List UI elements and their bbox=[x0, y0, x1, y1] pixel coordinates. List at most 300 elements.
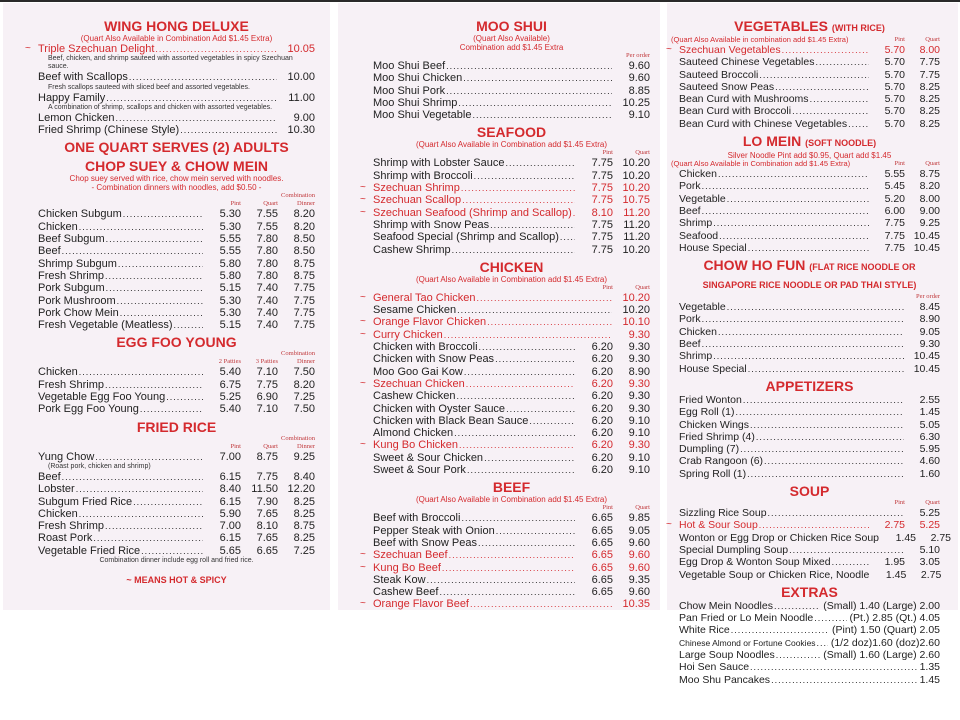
item-name: Large Soup Noodles bbox=[679, 648, 775, 661]
item-name: Shrimp with Lobster Sauce bbox=[373, 157, 505, 170]
item-price: 8.85 bbox=[628, 84, 650, 97]
item-price: 7.90 bbox=[256, 495, 278, 508]
item-price: 5.40 bbox=[219, 403, 241, 416]
item-price: 1.45 bbox=[895, 531, 916, 544]
dot-leader bbox=[774, 600, 820, 612]
dot-leader bbox=[782, 44, 869, 56]
item-price: 1.60 bbox=[919, 467, 940, 480]
menu-item-chicken bbox=[38, 508, 315, 520]
item-name: Kung Bo Beef bbox=[373, 561, 441, 574]
item-price: 11.20 bbox=[623, 206, 650, 219]
item-price: 7.00 bbox=[219, 520, 241, 533]
item-price: 9.30 bbox=[628, 353, 650, 366]
item-name: Lobster bbox=[38, 483, 75, 496]
item-price: 9.30 bbox=[919, 338, 940, 351]
section-note: (Quart Also Available in Combination Add $1.45 Extra) bbox=[80, 34, 273, 43]
dot-leader bbox=[719, 230, 869, 242]
menu-item-chicken-subgum bbox=[38, 208, 315, 220]
item-name: Shrimp bbox=[679, 217, 713, 230]
menu-item-shrimp-subgum bbox=[38, 258, 315, 270]
menu-item-chicken bbox=[38, 221, 315, 233]
item-name: Kung Bo Chicken bbox=[373, 439, 458, 452]
dot-leader bbox=[506, 403, 575, 415]
menu-item-special-dumpling-soup bbox=[679, 544, 940, 556]
column-header-combination: Combination bbox=[281, 350, 315, 358]
section-title-text: CHOP SUEY & CHOW MEIN bbox=[84, 158, 269, 175]
section-title bbox=[679, 257, 940, 293]
dot-leader bbox=[466, 378, 575, 390]
item-price: 7.75 bbox=[919, 68, 940, 81]
item-description: Beef, chicken, and shrimp sauteed with assorted vegetables in spicy Szechuan sauce. bbox=[48, 55, 293, 71]
section-title bbox=[38, 18, 315, 34]
item-name: Special Dumpling Soup bbox=[679, 543, 789, 556]
menu-item-fresh-shrimp bbox=[38, 520, 315, 532]
section-title-text: APPETIZERS bbox=[765, 377, 854, 394]
hot-spicy-icon: ~ bbox=[360, 328, 366, 340]
item-price: 10.20 bbox=[622, 157, 650, 170]
item-price: 1.35 bbox=[919, 661, 940, 674]
item-name: Fried Shrimp (4) bbox=[679, 430, 755, 443]
column-headers bbox=[671, 159, 940, 169]
item-name: Pork Egg Foo Young bbox=[38, 403, 139, 416]
menu-panel-right bbox=[666, 3, 958, 686]
dot-leader bbox=[461, 512, 575, 524]
column-header: Quart bbox=[263, 442, 278, 450]
item-name: Steak Kow bbox=[373, 573, 426, 586]
section-note: (Quart Also Available in Combination add $1.45 Extra) bbox=[415, 274, 608, 284]
item-name: Curry Chicken bbox=[373, 328, 443, 341]
item-name: Egg Roll (1) bbox=[679, 406, 735, 419]
menu-section-wing-hong-deluxe bbox=[25, 18, 315, 137]
item-name: Crab Rangoon (6) bbox=[679, 455, 764, 468]
dot-leader bbox=[789, 544, 904, 556]
item-price: 8.25 bbox=[919, 80, 940, 93]
dot-leader bbox=[62, 471, 203, 483]
hot-spicy-icon: ~ bbox=[360, 194, 366, 206]
dot-leader bbox=[461, 182, 575, 194]
item-name: Beef bbox=[679, 204, 701, 217]
item-price: 7.10 bbox=[256, 366, 278, 379]
menu-item-szechuan-seafood-shrimp-and-scallop bbox=[360, 206, 650, 219]
item-price: 6.20 bbox=[591, 427, 613, 440]
hot-spicy-icon: ~ bbox=[360, 549, 366, 561]
menu-section-lo-mein bbox=[671, 133, 940, 254]
item-price: 9.25 bbox=[293, 450, 315, 463]
menu-item-moo-shui-beef bbox=[373, 60, 650, 72]
item-price: 9.05 bbox=[919, 325, 940, 338]
item-price: 7.55 bbox=[256, 220, 278, 233]
item-name: Beef with Scallops bbox=[38, 71, 128, 84]
dot-leader bbox=[702, 180, 869, 192]
item-price: 6.15 bbox=[219, 470, 241, 483]
item-price: 6.20 bbox=[591, 353, 613, 366]
menu-item-beef-with-snow-peas bbox=[373, 537, 650, 549]
item-name: Dumpling (7) bbox=[679, 443, 740, 456]
dot-leader bbox=[718, 326, 904, 338]
dot-leader bbox=[792, 105, 869, 117]
item-price: 8.20 bbox=[919, 180, 940, 193]
item-name: Pork Mushroom bbox=[38, 294, 116, 307]
menu-item-triple-szechuan-delight bbox=[25, 43, 315, 55]
legend-text: MEANS HOT & SPICY bbox=[134, 575, 227, 586]
menu-item-dumpling-7 bbox=[679, 443, 940, 455]
section-note-inline: (Quart Also Available in combination add $1.45 Extra) bbox=[671, 35, 849, 44]
item-price: 9.30 bbox=[628, 377, 650, 390]
item-name: Pork bbox=[679, 180, 701, 193]
dot-leader bbox=[470, 598, 612, 610]
column-header: Quart bbox=[925, 36, 940, 43]
dot-leader bbox=[495, 353, 575, 365]
column-header: Pint bbox=[230, 200, 241, 208]
item-price: (Pt.) 2.85 (Qt.) 4.05 bbox=[849, 612, 940, 625]
item-price: 5.25 bbox=[219, 391, 241, 404]
item-price: 7.75 bbox=[591, 231, 613, 244]
item-name: Chicken with Black Bean Sauce bbox=[373, 414, 529, 427]
item-price: 6.75 bbox=[219, 378, 241, 391]
dot-leader bbox=[817, 637, 828, 649]
dot-leader bbox=[702, 338, 904, 350]
item-name: Sauteed Broccoli bbox=[679, 68, 759, 81]
item-price: 8.50 bbox=[293, 233, 315, 246]
item-price: 6.65 bbox=[591, 549, 613, 562]
dot-leader bbox=[748, 242, 869, 254]
item-price: 8.25 bbox=[293, 532, 315, 545]
dot-leader bbox=[141, 545, 203, 557]
section-title-text: SEAFOOD bbox=[476, 124, 547, 141]
item-name: Pork Subgum bbox=[38, 282, 105, 295]
dot-leader bbox=[452, 244, 575, 256]
item-name: Chicken bbox=[679, 325, 717, 338]
menu-item-house-special bbox=[679, 242, 940, 254]
item-price: 8.20 bbox=[293, 208, 315, 221]
item-price: 7.75 bbox=[884, 217, 905, 230]
dot-leader bbox=[439, 586, 575, 598]
dot-leader bbox=[115, 112, 277, 124]
menu-section-appetizers bbox=[679, 378, 940, 480]
menu-item-vegetable bbox=[679, 301, 940, 313]
item-price: 5.10 bbox=[919, 543, 940, 556]
item-price: 6.20 bbox=[591, 451, 613, 464]
column-header: Quart bbox=[925, 499, 940, 507]
section-title-suffix: (SOFT NOODLE) bbox=[805, 138, 877, 149]
item-price: 7.75 bbox=[591, 194, 613, 207]
item-name: Hot & Sour Soup bbox=[679, 519, 758, 532]
item-price: 2.75 bbox=[920, 568, 942, 581]
menu-item-orange-flavor-chicken bbox=[360, 316, 650, 329]
item-price: 7.65 bbox=[256, 532, 278, 545]
item-name: Vegetable Egg Foo Young bbox=[38, 391, 166, 404]
item-name: Chicken bbox=[38, 507, 78, 520]
item-name: Beef with Broccoli bbox=[373, 512, 461, 525]
item-price: 7.75 bbox=[591, 157, 613, 170]
menu-item-sauteed-broccoli bbox=[679, 69, 940, 81]
dot-leader bbox=[140, 403, 203, 415]
hot-spicy-legend bbox=[38, 575, 315, 585]
item-price: 8.75 bbox=[919, 168, 940, 181]
dot-leader bbox=[62, 245, 203, 257]
menu-item-seafood bbox=[679, 230, 940, 242]
column-headers bbox=[671, 35, 940, 44]
item-name: White Rice bbox=[679, 624, 730, 637]
dot-leader bbox=[748, 363, 904, 375]
item-price: 5.70 bbox=[884, 44, 905, 56]
item-price: 9.05 bbox=[628, 524, 650, 537]
section-title-suffix: (FLAT RICE NOODLE OR SINGAPORE RICE NOODLE OR PAD THAI STYLE) bbox=[702, 262, 917, 291]
item-name: Chow Mein Noodles bbox=[679, 599, 773, 612]
item-name: Chinese Almond or Fortune Cookies bbox=[679, 637, 816, 648]
menu-item-chow-mein-noodles bbox=[679, 600, 940, 612]
hot-spicy-icon: ~ bbox=[126, 575, 132, 586]
item-name: Szechuan Seafood (Shrimp and Scallop) bbox=[373, 206, 572, 219]
item-name: Cashew Shrimp bbox=[373, 243, 451, 256]
item-price: 7.75 bbox=[293, 282, 315, 295]
menu-item-large-soup-noodles bbox=[679, 649, 940, 661]
item-name: Fried Wonton bbox=[679, 393, 742, 406]
menu-section-extras bbox=[679, 584, 940, 686]
hot-spicy-icon: ~ bbox=[360, 561, 366, 573]
item-price: 10.00 bbox=[287, 71, 315, 84]
item-name: Vegetable bbox=[679, 301, 726, 314]
item-price: 7.55 bbox=[256, 208, 278, 221]
dot-leader bbox=[155, 43, 277, 55]
dot-leader bbox=[848, 118, 869, 130]
item-price: 7.50 bbox=[293, 366, 315, 379]
item-price: 7.75 bbox=[256, 470, 278, 483]
item-price: 7.40 bbox=[256, 294, 278, 307]
item-price: 6.20 bbox=[591, 390, 613, 403]
item-price: 9.60 bbox=[628, 561, 650, 574]
menu-item-crab-rangoon-6 bbox=[679, 455, 940, 467]
column-header: Dinner bbox=[296, 358, 315, 366]
dot-leader bbox=[505, 157, 575, 169]
item-price: 9.25 bbox=[919, 217, 940, 230]
menu-item-chicken-with-oyster-sauce bbox=[373, 403, 650, 415]
item-price: 5.15 bbox=[219, 319, 241, 332]
menu-item-steak-kow bbox=[373, 574, 650, 586]
dot-leader bbox=[133, 496, 203, 508]
dot-leader bbox=[735, 406, 904, 418]
menu-item-sauteed-chinese-vegetables bbox=[679, 56, 940, 68]
item-price: 10.30 bbox=[287, 124, 315, 137]
item-price: 8.20 bbox=[293, 220, 315, 233]
item-name: Seafood Special (Shrimp and Scallop) bbox=[373, 231, 559, 244]
hot-spicy-icon: ~ bbox=[360, 316, 366, 328]
item-price: 6.65 bbox=[591, 573, 613, 586]
section-title-text: CHICKEN bbox=[479, 258, 544, 275]
menu-item-fried-wonton bbox=[679, 394, 940, 406]
dot-leader bbox=[750, 661, 917, 673]
item-name: Fresh Shrimp bbox=[38, 378, 105, 391]
item-price: 5.30 bbox=[219, 294, 241, 307]
menu-item-bean-curd-with-chinese-vegetables bbox=[679, 118, 940, 130]
menu-item-cashew-beef bbox=[373, 586, 650, 598]
dot-leader bbox=[775, 81, 869, 93]
item-price: (Small) 1.60 (Large) 2.60 bbox=[823, 648, 940, 661]
item-price: 5.95 bbox=[919, 443, 940, 456]
item-price: 8.50 bbox=[293, 245, 315, 258]
item-price: 6.65 bbox=[591, 512, 613, 525]
dot-leader bbox=[479, 341, 575, 353]
item-price: 10.20 bbox=[622, 243, 650, 256]
item-price: 6.30 bbox=[919, 430, 940, 443]
menu-item-moo-shui-shrimp bbox=[373, 97, 650, 109]
dot-leader bbox=[810, 93, 869, 105]
item-price: 8.75 bbox=[256, 450, 278, 463]
item-price: 9.10 bbox=[628, 451, 650, 464]
item-price: 5.30 bbox=[219, 220, 241, 233]
item-name: Subgum Fried Rice bbox=[38, 495, 133, 508]
item-price: 1.95 bbox=[884, 556, 905, 569]
column-header: Per order bbox=[625, 52, 650, 59]
column-header: Pint bbox=[894, 499, 905, 507]
item-price: 10.20 bbox=[622, 169, 650, 182]
item-price: 7.75 bbox=[591, 218, 613, 231]
item-name: Chicken with Snow Peas bbox=[373, 353, 495, 366]
dot-leader bbox=[118, 258, 203, 270]
item-price: 7.75 bbox=[919, 56, 940, 69]
menu-item-beef-subgum bbox=[38, 233, 315, 245]
hot-spicy-icon: ~ bbox=[666, 519, 672, 531]
section-title-text: WING HONG DELUXE bbox=[104, 18, 249, 34]
item-price: 10.05 bbox=[287, 43, 315, 55]
menu-item-egg-roll-1 bbox=[679, 406, 940, 418]
item-price: 7.25 bbox=[293, 544, 315, 557]
menu-item-sweet-sour-chicken bbox=[373, 452, 650, 464]
item-price: 11.20 bbox=[623, 231, 650, 244]
menu-item-moo-shui-chicken bbox=[373, 72, 650, 84]
menu-item-yung-chow bbox=[38, 451, 315, 463]
menu-item-house-special bbox=[679, 363, 940, 375]
item-price: 10.45 bbox=[913, 362, 940, 375]
column-headers bbox=[373, 284, 650, 292]
item-price: 8.25 bbox=[919, 93, 940, 106]
menu-item-chinese-almond-or-fortune-cookies bbox=[679, 637, 940, 649]
item-price: 7.25 bbox=[293, 391, 315, 404]
hot-spicy-icon: ~ bbox=[25, 43, 31, 54]
dot-leader bbox=[446, 60, 612, 72]
section-title bbox=[373, 479, 650, 495]
item-name: Shrimp bbox=[679, 350, 713, 363]
item-name: Szechuan Scallop bbox=[373, 194, 462, 207]
item-price: 7.65 bbox=[256, 507, 278, 520]
dot-leader bbox=[759, 69, 869, 81]
dot-leader bbox=[105, 270, 203, 282]
menu-item-pork bbox=[679, 180, 940, 192]
section-title-text: EGG FOO YOUNG bbox=[116, 334, 237, 351]
item-price: 11.00 bbox=[288, 91, 315, 104]
menu-item-lobster bbox=[38, 483, 315, 495]
menu-item-cashew-shrimp bbox=[373, 244, 650, 256]
dot-leader bbox=[444, 329, 612, 341]
item-price: 8.90 bbox=[628, 365, 650, 378]
item-price: 7.10 bbox=[256, 403, 278, 416]
hot-spicy-icon: ~ bbox=[360, 206, 366, 218]
column-header: Pint bbox=[894, 160, 905, 168]
menu-item-pepper-steak-with-onion bbox=[373, 525, 650, 537]
item-name: Sweet & Sour Chicken bbox=[373, 451, 484, 464]
item-price: 7.75 bbox=[591, 169, 613, 182]
section-footnote: Combination dinner include egg roll and fried rice. bbox=[99, 557, 254, 565]
item-price: 7.80 bbox=[256, 233, 278, 246]
menu-section-vegetables bbox=[666, 18, 940, 130]
column-headers bbox=[38, 358, 315, 366]
item-price: 9.35 bbox=[628, 573, 650, 586]
item-price: 8.75 bbox=[293, 257, 315, 270]
dot-leader bbox=[105, 379, 203, 391]
dot-leader bbox=[702, 205, 869, 217]
item-price: 10.10 bbox=[622, 316, 650, 329]
dot-leader bbox=[464, 366, 575, 378]
item-name: Cashew Chicken bbox=[373, 390, 456, 403]
dot-leader bbox=[95, 451, 203, 463]
dot-leader bbox=[454, 427, 575, 439]
item-name: Roast Pork bbox=[38, 532, 93, 545]
item-price: 3.05 bbox=[919, 556, 940, 569]
section-title-text: BEEF bbox=[492, 479, 531, 496]
dot-leader bbox=[79, 508, 203, 520]
item-price: 8.75 bbox=[293, 269, 315, 282]
item-price: 6.65 bbox=[591, 586, 613, 599]
item-price: 5.80 bbox=[219, 269, 241, 282]
dot-leader bbox=[459, 439, 575, 451]
item-price: 5.90 bbox=[219, 507, 241, 520]
menu-item-vegetable-egg-foo-young bbox=[38, 391, 315, 403]
dot-leader bbox=[478, 537, 575, 549]
item-price: 5.55 bbox=[219, 245, 241, 258]
item-name: Szechuan Shrimp bbox=[373, 182, 460, 195]
item-price: (1/2 doz)1.60 (doz)2.60 bbox=[830, 636, 940, 649]
dot-leader bbox=[76, 483, 203, 495]
dot-leader bbox=[106, 233, 203, 245]
item-price: 9.10 bbox=[628, 109, 650, 122]
column-header: Pint bbox=[230, 442, 241, 450]
item-name: Beef Subgum bbox=[38, 233, 105, 246]
column-header: Quart bbox=[263, 200, 278, 208]
section-note: Silver Noodle Pint add $0.95, Quart add $1.45 bbox=[727, 151, 892, 161]
section-title bbox=[679, 378, 940, 394]
item-name: Moo Goo Gai Kow bbox=[373, 365, 463, 378]
dot-leader bbox=[768, 507, 904, 519]
item-name: Chicken bbox=[38, 220, 78, 233]
dot-leader bbox=[458, 97, 612, 109]
item-price: 5.30 bbox=[219, 208, 241, 221]
item-name: Shrimp Subgum bbox=[38, 257, 117, 270]
item-price: 8.40 bbox=[219, 483, 241, 496]
menu-item-shrimp-with-snow-peas bbox=[373, 219, 650, 231]
menu-section-chow-ho-fun bbox=[679, 257, 940, 375]
item-price: 5.80 bbox=[219, 257, 241, 270]
item-name: Beef bbox=[38, 470, 61, 483]
menu-item-fried-shrimp-4 bbox=[679, 431, 940, 443]
section-note: Chop suey served with rice, chow mein served with noodles. bbox=[69, 174, 284, 184]
menu-section-moo-shui bbox=[373, 18, 650, 121]
dot-leader bbox=[472, 109, 612, 121]
item-price: 7.75 bbox=[293, 294, 315, 307]
menu-item-szechuan-beef bbox=[360, 549, 650, 562]
section-title bbox=[679, 18, 940, 36]
item-name: Moo Shui Chicken bbox=[373, 72, 463, 85]
menu-item-chicken bbox=[38, 366, 315, 378]
dot-leader bbox=[463, 72, 612, 84]
item-name: Chicken Subgum bbox=[38, 208, 122, 221]
item-name: Orange Flavor Chicken bbox=[373, 316, 487, 329]
item-price: 9.60 bbox=[628, 72, 650, 85]
item-price: 5.70 bbox=[884, 105, 905, 118]
menu-item-lemon-chicken bbox=[38, 112, 315, 124]
section-title-text: CHOW HO FUN bbox=[703, 257, 806, 274]
menu-section-seafood bbox=[360, 124, 650, 256]
menu-panel-middle bbox=[338, 3, 660, 610]
